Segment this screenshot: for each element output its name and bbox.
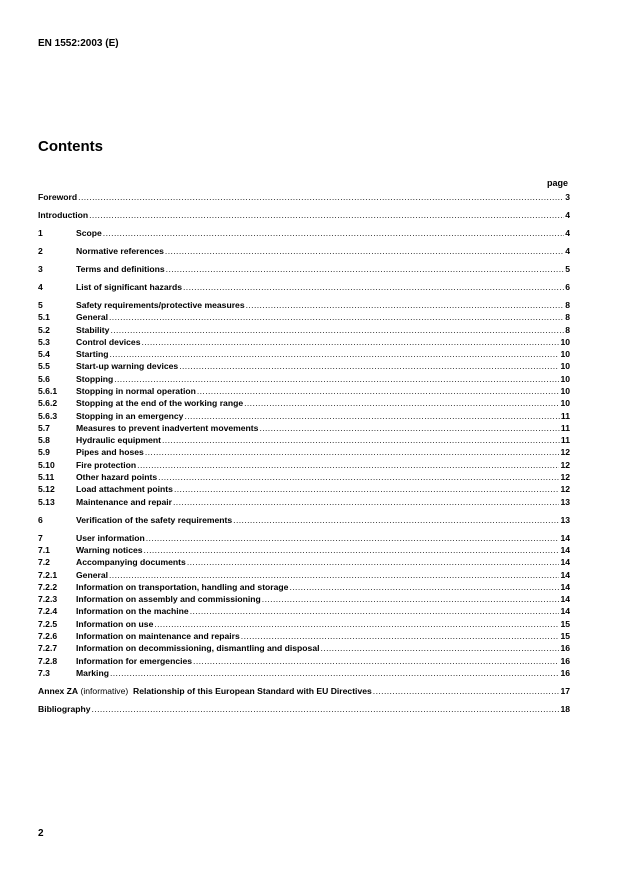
- leader-dots: [162, 434, 560, 446]
- leader-dots: [145, 446, 560, 458]
- toc-entry-bibliography[interactable]: Bibliography ..... 18: [38, 703, 570, 715]
- toc-entry-5-12[interactable]: 5.12 Load attachment points ..... 12: [38, 483, 570, 495]
- toc-entry-7-2-7[interactable]: 7.2.7 Information on decommissioning, dismantling and disposal ..... 16: [38, 642, 570, 654]
- toc-entry-5-4[interactable]: 5.4 Starting ..... 10: [38, 348, 570, 360]
- leader-dots: [109, 569, 559, 581]
- toc-entry-7-2-5[interactable]: 7.2.5 Information on use ..... 15: [38, 618, 570, 630]
- leader-dots: [158, 471, 559, 483]
- leader-dots: [183, 281, 564, 293]
- toc-entry-7[interactable]: 7 User information ..... 14: [38, 532, 570, 544]
- leader-dots: [246, 299, 565, 311]
- leader-dots: [110, 667, 559, 679]
- toc-entry-2[interactable]: 2 Normative references ..... 4: [38, 245, 570, 257]
- toc-entry-4[interactable]: 4 List of significant hazards ..... 6: [38, 281, 570, 293]
- leader-dots: [103, 227, 564, 239]
- leader-dots: [165, 245, 564, 257]
- leader-dots: [262, 593, 560, 605]
- leader-dots: [259, 422, 559, 434]
- leader-dots: [141, 336, 559, 348]
- toc-entry-5-10[interactable]: 5.10 Fire protection ..... 12: [38, 459, 570, 471]
- toc-entry-5-1[interactable]: 5.1 General ..... 8: [38, 311, 570, 323]
- leader-dots: [109, 311, 564, 323]
- leader-dots: [92, 703, 560, 715]
- leader-dots: [179, 360, 559, 372]
- leader-dots: [114, 373, 559, 385]
- leader-dots: [144, 544, 560, 556]
- leader-dots: [154, 618, 559, 630]
- leader-dots: [137, 459, 559, 471]
- toc-entry-5-6-2[interactable]: 5.6.2 Stopping at the end of the working range ..... 10: [38, 397, 570, 409]
- leader-dots: [166, 263, 565, 275]
- leader-dots: [241, 630, 560, 642]
- leader-dots: [289, 581, 559, 593]
- leader-dots: [173, 496, 559, 508]
- leader-dots: [110, 324, 564, 336]
- toc-entry-3[interactable]: 3 Terms and definitions ..... 5: [38, 263, 570, 275]
- leader-dots: [187, 556, 560, 568]
- toc-entry-7-2[interactable]: 7.2 Accompanying documents ..... 14: [38, 556, 570, 568]
- toc-entry-7-1[interactable]: 7.1 Warning notices ..... 14: [38, 544, 570, 556]
- toc-entry-5-11[interactable]: 5.11 Other hazard points ..... 12: [38, 471, 570, 483]
- page-title: Contents: [38, 138, 103, 155]
- toc-entry-1[interactable]: 1 Scope ..... 4: [38, 227, 570, 239]
- toc-entry-5-6-1[interactable]: 5.6.1 Stopping in normal operation ..... 10: [38, 385, 570, 397]
- leader-dots: [109, 348, 559, 360]
- toc-entry-7-2-1[interactable]: 7.2.1 General ..... 14: [38, 569, 570, 581]
- toc-entry-7-2-8[interactable]: 7.2.8 Information for emergencies ..... 16: [38, 655, 570, 667]
- toc-entry-6[interactable]: 6 Verification of the safety requirements ..... 13: [38, 514, 570, 526]
- toc-entry-introduction[interactable]: Introduction ..... 4: [38, 209, 570, 221]
- toc-entry-5-13[interactable]: 5.13 Maintenance and repair ..... 13: [38, 496, 570, 508]
- toc-entry-5-5[interactable]: 5.5 Start-up warning devices ..... 10: [38, 360, 570, 372]
- leader-dots: [233, 514, 559, 526]
- leader-dots: [190, 605, 560, 617]
- toc-entry-foreword[interactable]: Foreword ..... 3: [38, 191, 570, 203]
- table-of-contents: [38, 191, 570, 715]
- leader-dots: [89, 209, 564, 221]
- toc-entry-5-6-3[interactable]: 5.6.3 Stopping in an emergency ..... 11: [38, 410, 570, 422]
- leader-dots: [146, 532, 560, 544]
- toc-entry-5-3[interactable]: 5.3 Control devices ..... 10: [38, 336, 570, 348]
- toc-entry-5[interactable]: 5 Safety requirements/protective measures ..... 8: [38, 299, 570, 311]
- toc-entry-7-2-2[interactable]: 7.2.2 Information on transportation, handling and storage ..... 14: [38, 581, 570, 593]
- leader-dots: [174, 483, 560, 495]
- leader-dots: [197, 385, 560, 397]
- toc-entry-5-9[interactable]: 5.9 Pipes and hoses ..... 12: [38, 446, 570, 458]
- toc-entry-5-6[interactable]: 5.6 Stopping ..... 10: [38, 373, 570, 385]
- toc-entry-5-7[interactable]: 5.7 Measures to prevent inadvertent movements ..... 11: [38, 422, 570, 434]
- leader-dots: [244, 397, 559, 409]
- leader-dots: [373, 685, 560, 697]
- leader-dots: [184, 410, 559, 422]
- leader-dots: [321, 642, 560, 654]
- toc-entry-5-8[interactable]: 5.8 Hydraulic equipment ..... 11: [38, 434, 570, 446]
- leader-dots: [193, 655, 559, 667]
- leader-dots: [78, 191, 564, 203]
- page-number: 2: [38, 828, 44, 839]
- toc-entry-7-2-4[interactable]: 7.2.4 Information on the machine ..... 14: [38, 605, 570, 617]
- toc-entry-5-2[interactable]: 5.2 Stability ..... 8: [38, 324, 570, 336]
- toc-entry-7-2-6[interactable]: 7.2.6 Information on maintenance and repairs ..... 15: [38, 630, 570, 642]
- document-id-header: EN 1552:2003 (E): [38, 38, 119, 49]
- page-column-label: page: [546, 178, 568, 188]
- toc-entry-7-2-3[interactable]: 7.2.3 Information on assembly and commissioning ..... 14: [38, 593, 570, 605]
- toc-entry-annex-za[interactable]: Annex ZA (informative) Relationship of this European Standard with EU Directives ..... 17: [38, 685, 570, 697]
- toc-entry-7-3[interactable]: 7.3 Marking ..... 16: [38, 667, 570, 679]
